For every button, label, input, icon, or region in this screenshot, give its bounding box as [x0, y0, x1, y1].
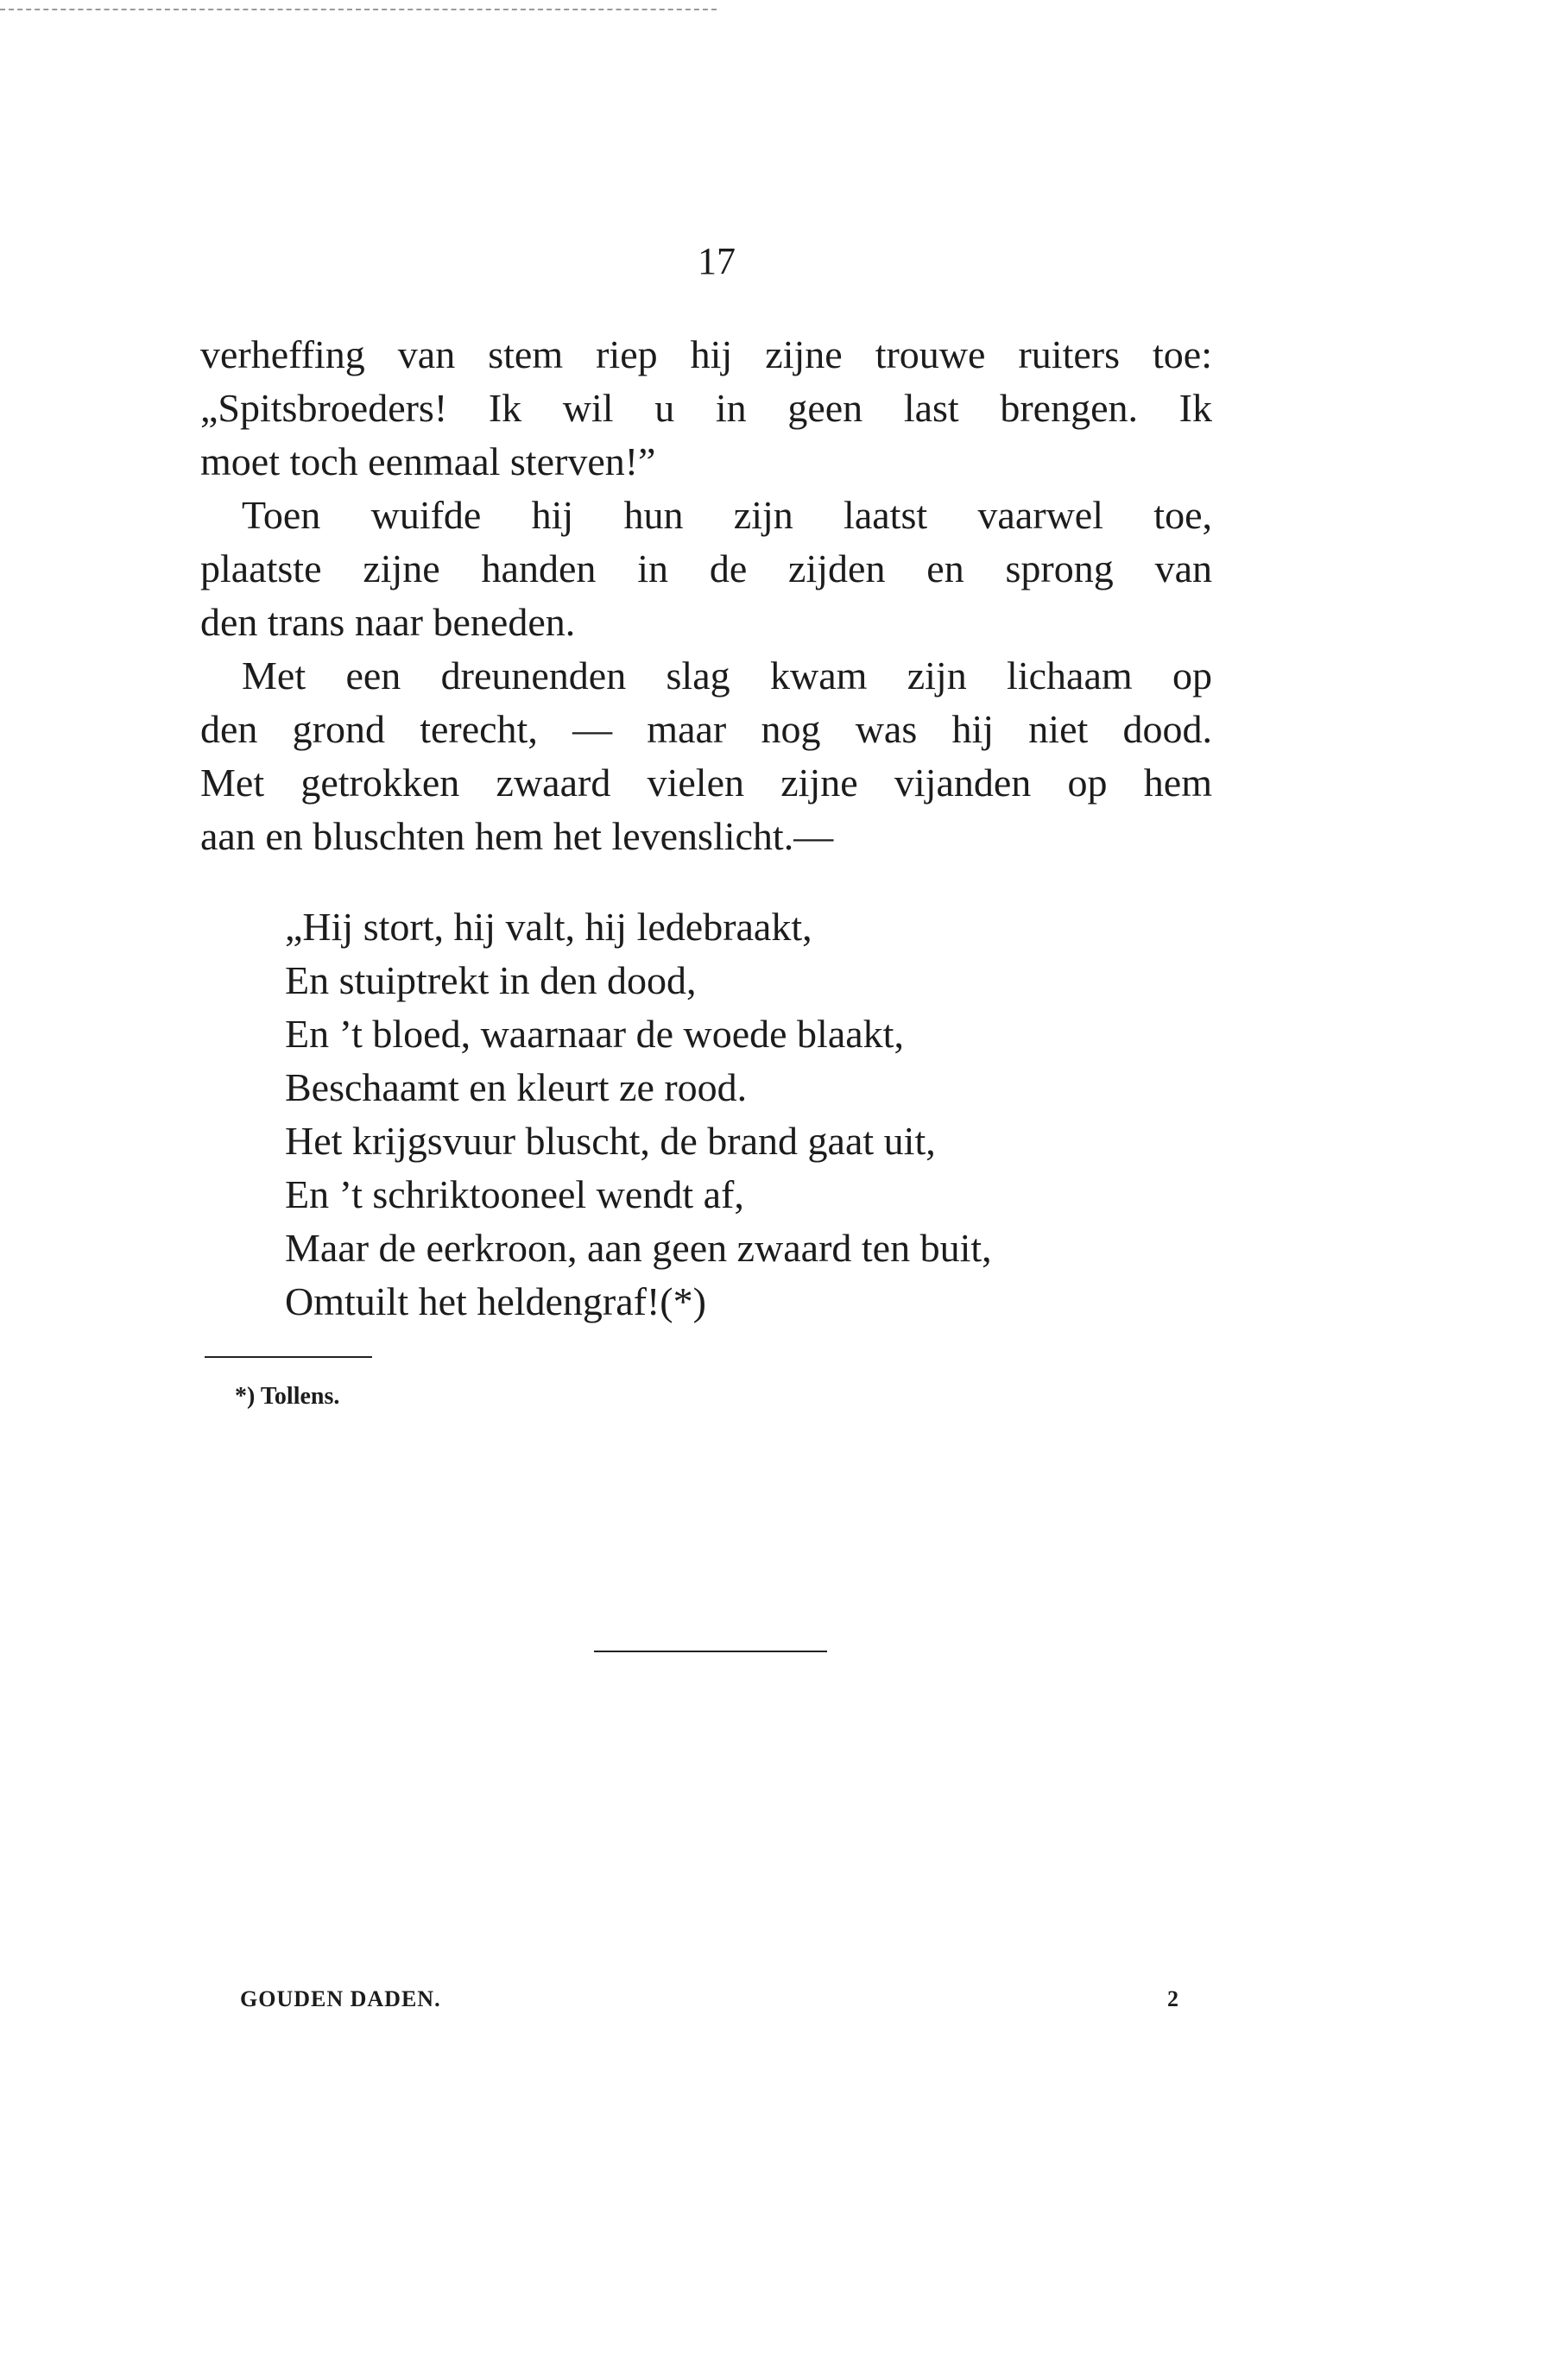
poem-verse: Beschaamt en kleurt ze rood.: [285, 1065, 748, 1109]
poem-stanza: [285, 900, 1235, 1329]
signature-title: GOUDEN DADEN.: [240, 1986, 441, 2011]
prose-line: Toen wuifde hij hun zijn laatst vaarwel toe,: [242, 493, 1212, 537]
prose-body: [200, 328, 1212, 863]
poem-verse: En ’t bloed, waarnaar de woede blaakt,: [285, 1012, 904, 1056]
prose-line: „Spitsbroeders! Ik wil u in geen last brengen. Ik: [200, 386, 1212, 430]
top-edge-rule: [0, 9, 717, 10]
prose-line: Met een dreunenden slag kwam zijn lichaam op: [242, 653, 1212, 698]
poem-verse: Maar de eerkroon, aan geen zwaard ten buit,: [285, 1226, 992, 1270]
poem-verse: „Hij stort, hij valt, hij ledebraakt,: [285, 905, 812, 949]
poem-verse: En ’t schriktooneel wendt af,: [285, 1172, 744, 1216]
poem-verse: Omtuilt het heldengraf!(*): [285, 1279, 706, 1323]
poem-verse: Het krijgsvuur bluscht, de brand gaat uit,: [285, 1119, 936, 1163]
prose-line: moet toch eenmaal sterven!”: [200, 439, 656, 483]
footnote: *) Tollens.: [235, 1383, 340, 1410]
signature-number: 2: [1167, 1986, 1178, 2011]
footnote-divider: [205, 1356, 372, 1358]
section-end-divider: [594, 1651, 827, 1652]
prose-line: den grond terecht, — maar nog was hij niet dood.: [200, 707, 1212, 751]
prose-line: den trans naar beneden.: [200, 600, 576, 644]
page-number: 17: [698, 240, 736, 282]
prose-line: aan en bluschten hem het levenslicht.—: [200, 814, 834, 858]
poem-verse: En stuiptrekt in den dood,: [285, 958, 697, 1002]
prose-line: plaatste zijne handen in de zijden en sprong van: [200, 546, 1212, 590]
prose-line: verheffing van stem riep hij zijne trouwe ruiters toe:: [200, 332, 1212, 376]
prose-line: Met getrokken zwaard vielen zijne vijanden op hem: [200, 761, 1212, 805]
